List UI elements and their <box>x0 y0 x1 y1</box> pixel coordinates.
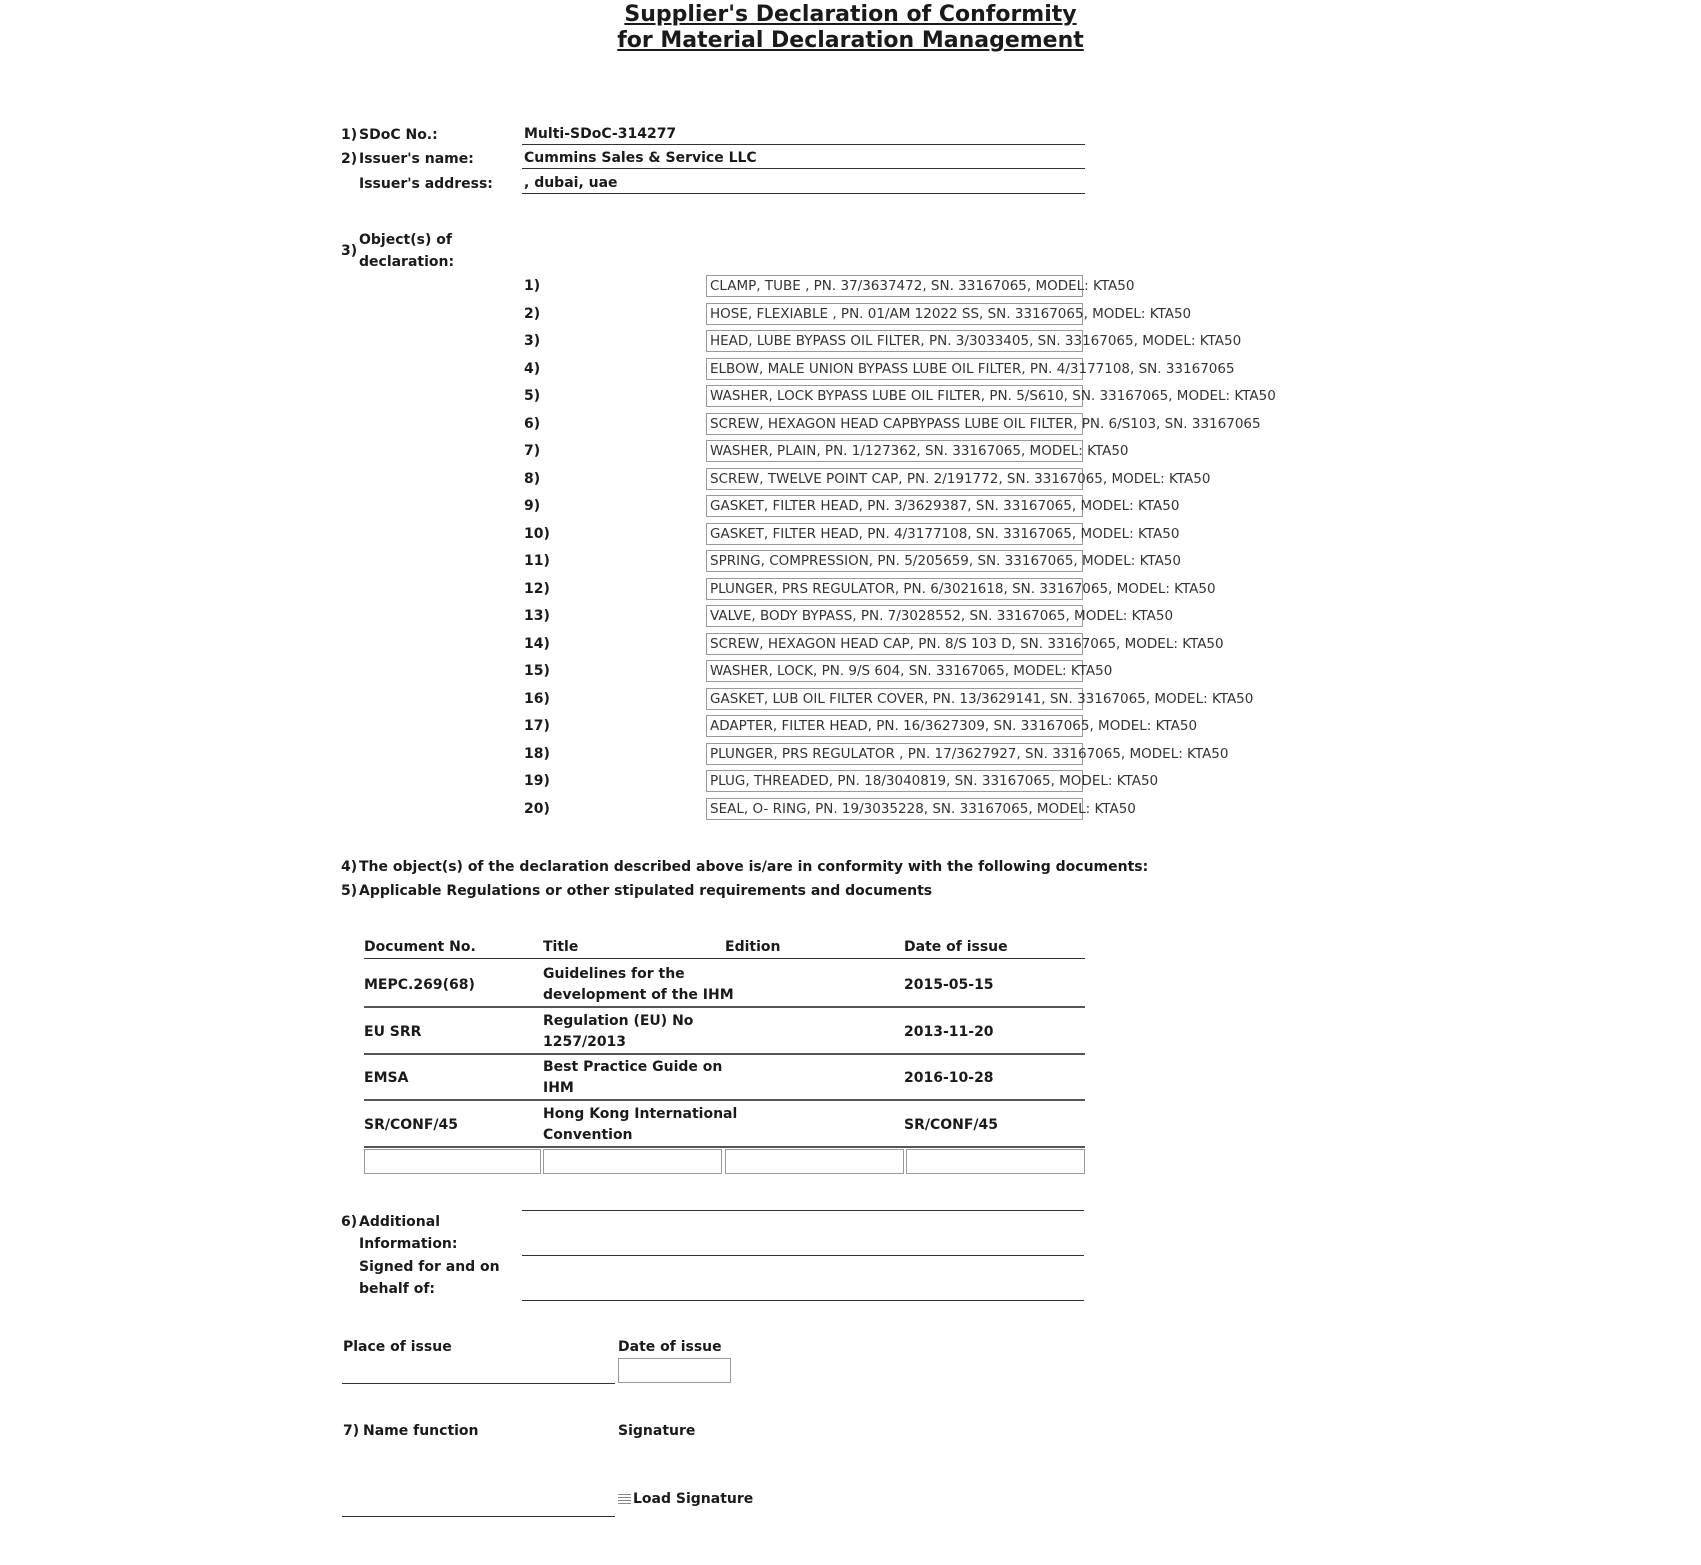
object-item-number: 2) <box>524 305 541 322</box>
table-cell-title-line2: IHM <box>543 1080 574 1096</box>
object-item-number: 19) <box>524 773 550 789</box>
object-item-field[interactable]: HOSE, FLEXIABLE , PN. 01/AM 12022 SS, SN. 33167065, MODEL: KTA50 <box>706 303 1083 325</box>
table-cell-document-no: EU SRR <box>364 1023 422 1040</box>
new-title-input[interactable] <box>543 1149 722 1174</box>
regulations-heading: Applicable Regulations or other stipulated requirements and documents <box>359 883 933 899</box>
object-item-number: 8) <box>524 470 541 487</box>
table-row-divider <box>364 1006 1085 1008</box>
object-item-number: 13) <box>524 608 550 624</box>
table-cell-date: SR/CONF/45 <box>904 1116 999 1133</box>
place-of-issue-label: Place of issue <box>343 1339 452 1355</box>
object-item-number: 6) <box>524 415 541 432</box>
object-item-field[interactable]: PLUNGER, PRS REGULATOR , PN. 17/3627927, SN. 33167065, MODEL: KTA50 <box>706 743 1083 765</box>
object-item-field[interactable]: SCREW, HEXAGON HEAD CAP, PN. 8/S 103 D, SN. 33167065, MODEL: KTA50 <box>706 633 1083 655</box>
document-title-line2: for Material Declaration Management <box>617 28 1084 53</box>
col-header-edition: Edition <box>725 939 781 955</box>
table-cell-document-no: MEPC.269(68) <box>364 977 475 993</box>
object-item-number: 14) <box>524 635 550 652</box>
additional-info-input[interactable] <box>522 1235 1084 1256</box>
image-icon <box>618 1494 631 1504</box>
object-item-number: 7) <box>524 443 541 459</box>
object-item-number: 12) <box>524 580 550 597</box>
object-item-field[interactable]: SPRING, COMPRESSION, PN. 5/205659, SN. 33167065, MODEL: KTA50 <box>706 550 1083 572</box>
table-cell-title-line2: 1257/2013 <box>543 1033 627 1050</box>
new-document-no-input[interactable] <box>364 1149 541 1174</box>
object-item-field[interactable]: SCREW, TWELVE POINT CAP, PN. 2/191772, SN. 33167065, MODEL: KTA50 <box>706 468 1083 490</box>
table-row-divider <box>364 1146 1085 1148</box>
name-function-index: 7) <box>343 1423 360 1439</box>
additional-info-line1[interactable] <box>522 1190 1084 1211</box>
object-item-number: 9) <box>524 498 541 514</box>
object-item-field[interactable]: VALVE, BODY BYPASS, PN. 7/3028552, SN. 33167065, MODEL: KTA50 <box>706 605 1083 627</box>
issuer-name-label: Issuer's name: <box>359 151 474 167</box>
object-item-number: 5) <box>524 388 541 404</box>
additional-label-line1: Additional <box>359 1214 440 1230</box>
col-header-title: Title <box>543 939 579 955</box>
col-header-document-no: Document No. <box>364 939 476 955</box>
object-item-field[interactable]: GASKET, FILTER HEAD, PN. 4/3177108, SN. 33167065, MODEL: KTA50 <box>706 523 1083 545</box>
table-cell-title-line1: Guidelines for the <box>543 966 685 982</box>
object-item-field[interactable]: HEAD, LUBE BYPASS OIL FILTER, PN. 3/3033405, SN. 33167065, MODEL: KTA50 <box>706 330 1083 352</box>
sdoc-number-index: 1) <box>341 127 358 143</box>
objects-index: 3) <box>341 243 358 259</box>
place-of-issue-input[interactable] <box>342 1363 615 1384</box>
sdoc-number-value: Multi-SDoC-314277 <box>522 124 1085 145</box>
object-item-field[interactable]: WASHER, PLAIN, PN. 1/127362, SN. 33167065, MODEL: KTA50 <box>706 440 1083 462</box>
object-item-field[interactable]: GASKET, LUB OIL FILTER COVER, PN. 13/3629141, SN. 33167065, MODEL: KTA50 <box>706 688 1083 710</box>
table-cell-date: 2013-11-20 <box>904 1023 994 1040</box>
objects-label-line2: declaration: <box>359 254 455 270</box>
table-cell-title-line2: Convention <box>543 1126 633 1143</box>
issuer-address-value: , dubai, uae <box>522 173 1085 194</box>
name-function-label: Name function <box>363 1423 479 1439</box>
signature-label: Signature <box>618 1423 696 1439</box>
object-item-field[interactable]: ELBOW, MALE UNION BYPASS LUBE OIL FILTER, PN. 4/3177108, SN. 33167065 <box>706 358 1083 380</box>
col-header-date: Date of issue <box>904 939 1008 955</box>
object-item-field[interactable]: PLUNGER, PRS REGULATOR, PN. 6/3021618, SN. 33167065, MODEL: KTA50 <box>706 578 1083 600</box>
object-item-field[interactable]: WASHER, LOCK, PN. 9/S 604, SN. 33167065, MODEL: KTA50 <box>706 660 1083 682</box>
regulations-index: 5) <box>341 883 358 899</box>
object-item-number: 11) <box>524 553 550 569</box>
object-item-number: 18) <box>524 745 550 762</box>
object-item-field[interactable]: WASHER, LOCK BYPASS LUBE OIL FILTER, PN. 5/S610, SN. 33167065, MODEL: KTA50 <box>706 385 1083 407</box>
conformity-index: 4) <box>341 859 358 875</box>
table-cell-title-line2: development of the IHM <box>543 987 734 1003</box>
object-item-number: 16) <box>524 690 550 707</box>
new-date-input[interactable] <box>906 1149 1085 1174</box>
additional-index: 6) <box>341 1214 358 1230</box>
table-cell-date: 2016-10-28 <box>904 1070 994 1086</box>
object-item-number: 3) <box>524 333 541 349</box>
issuer-name-value: Cummins Sales & Service LLC <box>522 148 1085 169</box>
table-cell-title-line1: Best Practice Guide on <box>543 1059 723 1075</box>
load-signature-label: Load Signature <box>633 1491 754 1507</box>
name-function-input[interactable] <box>342 1496 615 1517</box>
date-of-issue-input[interactable] <box>618 1358 731 1383</box>
signed-for-input[interactable] <box>522 1280 1084 1301</box>
object-item-field[interactable]: SCREW, HEXAGON HEAD CAPBYPASS LUBE OIL FILTER, PN. 6/S103, SN. 33167065 <box>706 413 1083 435</box>
table-cell-date: 2015-05-15 <box>904 977 994 993</box>
table-header-divider <box>364 958 1085 959</box>
table-cell-document-no: SR/CONF/45 <box>364 1116 459 1133</box>
object-item-number: 17) <box>524 718 550 734</box>
objects-label-line1: Object(s) of <box>359 232 452 248</box>
table-cell-title-line1: Hong Kong International <box>543 1105 738 1122</box>
object-item-field[interactable]: ADAPTER, FILTER HEAD, PN. 16/3627309, SN. 33167065, MODEL: KTA50 <box>706 715 1083 737</box>
object-item-field[interactable]: SEAL, O- RING, PN. 19/3035228, SN. 33167065, MODEL: KTA50 <box>706 798 1083 820</box>
table-cell-document-no: EMSA <box>364 1070 409 1086</box>
object-item-field[interactable]: GASKET, FILTER HEAD, PN. 3/3629387, SN. 33167065, MODEL: KTA50 <box>706 495 1083 517</box>
table-row-divider <box>364 1099 1085 1101</box>
object-item-field[interactable]: CLAMP, TUBE , PN. 37/3637472, SN. 33167065, MODEL: KTA50 <box>706 275 1083 297</box>
sdoc-number-label: SDoC No.: <box>359 127 438 143</box>
table-row-divider <box>364 1053 1085 1055</box>
object-item-number: 15) <box>524 663 550 679</box>
additional-label-line2: Information: <box>359 1236 458 1252</box>
issuer-name-index: 2) <box>341 151 358 167</box>
signed-for-label-line1: Signed for and on <box>359 1259 500 1275</box>
table-cell-title-line1: Regulation (EU) No <box>543 1012 694 1029</box>
object-item-number: 1) <box>524 278 541 294</box>
conformity-statement: The object(s) of the declaration described above is/are in conformity with the following documents: <box>359 859 1149 875</box>
new-edition-input[interactable] <box>725 1149 904 1174</box>
object-item-number: 20) <box>524 800 550 817</box>
signed-for-label-line2: behalf of: <box>359 1281 436 1297</box>
date-of-issue-label: Date of issue <box>618 1339 722 1355</box>
issuer-address-label: Issuer's address: <box>359 176 493 192</box>
object-item-field[interactable]: PLUG, THREADED, PN. 18/3040819, SN. 33167065, MODEL: KTA50 <box>706 770 1083 792</box>
object-item-number: 10) <box>524 525 550 542</box>
object-item-number: 4) <box>524 360 541 377</box>
load-signature-button[interactable] <box>618 1488 753 1510</box>
document-title-line1: Supplier's Declaration of Conformity <box>624 2 1077 27</box>
